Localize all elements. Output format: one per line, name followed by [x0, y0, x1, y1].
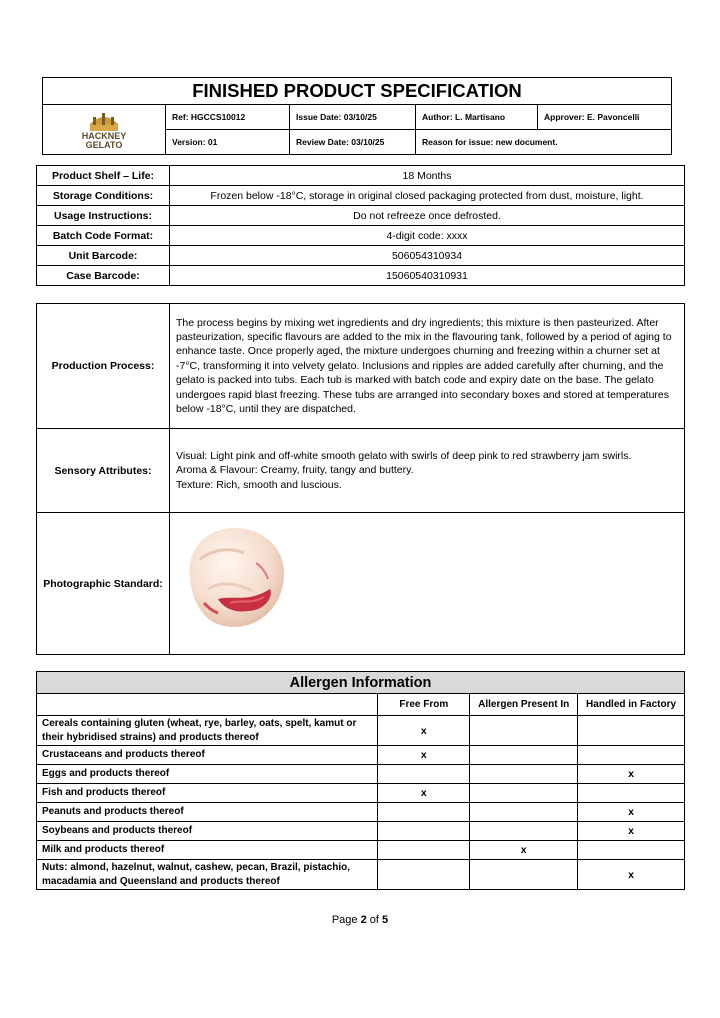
production-process-text: The process begins by mixing wet ingredients and dry ingredients; this mixture is then pasteurized. After pasteurization, specific flavours are added to the mix in the flavouring tank, followed by a period of aging to enhance taste. Once properly aged, the mixture undergoes churning and freezing within a churner set at -7°C, transforming it into velvety gelato. Inclusions and ripples are added carefully after churning, and the gelato is packed into tubs. Each tub is marked with batch code and expiry date on the base. The gelato undergoes rapid blast freezing. These tubs are arranged into secondary boxes and stored at temperatures below -18°C, until they are dispatched.	[170, 304, 685, 429]
sensory-attributes-cell	[170, 429, 685, 513]
production-process-label: Production Process:	[37, 304, 170, 429]
allergen-row	[37, 841, 685, 860]
present-mark	[470, 822, 578, 841]
allergen-row	[37, 746, 685, 765]
info-label: Case Barcode:	[37, 266, 170, 286]
col-free-from: Free From	[378, 694, 470, 716]
allergen-row	[37, 765, 685, 784]
present-mark	[470, 765, 578, 784]
free-from-mark	[378, 860, 470, 890]
page-word: Page	[331, 914, 358, 926]
present-mark	[470, 860, 578, 890]
sensory-texture: Texture: Rich, smooth and luscious.	[176, 478, 342, 491]
present-mark	[470, 803, 578, 822]
info-label: Batch Code Format:	[37, 226, 170, 246]
info-value: Do not refreeze once defrosted.	[170, 206, 685, 226]
free-from-mark	[378, 841, 470, 860]
info-row	[37, 206, 685, 226]
handled-mark	[578, 716, 685, 746]
info-label: Storage Conditions:	[37, 186, 170, 206]
page-total: 5	[382, 914, 389, 926]
handled-mark: x	[578, 803, 685, 822]
allergen-name: Soybeans and products thereof	[37, 822, 378, 841]
present-mark	[470, 784, 578, 803]
hackney-gelato-logo	[69, 105, 139, 149]
ref-cell: Ref: HGCCS10012	[166, 105, 290, 130]
col-handled-in-factory: Handled in Factory	[578, 694, 685, 716]
info-row	[37, 246, 685, 266]
info-value: 4-digit code: xxxx	[170, 226, 685, 246]
allergen-title: Allergen Information	[37, 672, 685, 694]
logo-text-line2: GELATO	[85, 140, 123, 149]
page-of: of	[369, 914, 379, 926]
info-label: Unit Barcode:	[37, 246, 170, 266]
handled-mark: x	[578, 822, 685, 841]
allergen-name: Cereals containing gluten (wheat, rye, barley, oats, spelt, kamut or their hybridised strains) and products thereof	[37, 716, 378, 746]
info-value: 18 Months	[170, 166, 685, 186]
document-title: FINISHED PRODUCT SPECIFICATION	[43, 78, 672, 105]
gelato-scoop-image	[178, 519, 293, 634]
allergen-name: Fish and products thereof	[37, 784, 378, 803]
sensory-attributes-label: Sensory Attributes:	[37, 429, 170, 513]
author-cell: Author: L. Martisano	[416, 105, 538, 130]
info-label: Product Shelf – Life:	[37, 166, 170, 186]
allergen-name: Eggs and products thereof	[37, 765, 378, 784]
info-row	[37, 166, 685, 186]
allergen-row	[37, 822, 685, 841]
info-row	[37, 226, 685, 246]
product-info-table	[36, 165, 685, 286]
allergen-row	[37, 784, 685, 803]
present-mark: x	[470, 841, 578, 860]
handled-mark: x	[578, 765, 685, 784]
sensory-visual: Visual: Light pink and off-white smooth gelato with swirls of deep pink to red strawberry jam swirls.	[176, 449, 632, 462]
allergen-name-header	[37, 694, 378, 716]
photographic-standard-cell	[170, 513, 685, 655]
info-value: 15060540310931	[170, 266, 685, 286]
issue-date-cell: Issue Date: 03/10/25	[290, 105, 416, 130]
info-value: Frozen below -18°C, storage in original closed packaging protected from dust, moisture, light.	[170, 186, 685, 206]
review-date-cell: Review Date: 03/10/25	[290, 130, 416, 155]
handled-mark	[578, 784, 685, 803]
page-number	[0, 914, 720, 926]
free-from-mark	[378, 803, 470, 822]
allergen-row	[37, 716, 685, 746]
logo-cell	[43, 105, 166, 155]
version-cell: Version: 01	[166, 130, 290, 155]
sensory-aroma: Aroma & Flavour: Creamy, fruity, tangy and buttery.	[176, 464, 414, 477]
page-current: 2	[360, 914, 367, 926]
allergen-table	[36, 671, 685, 890]
col-allergen-present: Allergen Present In	[470, 694, 578, 716]
info-row	[37, 186, 685, 206]
present-mark	[470, 716, 578, 746]
allergen-name: Peanuts and products thereof	[37, 803, 378, 822]
allergen-name: Nuts: almond, hazelnut, walnut, cashew, pecan, Brazil, pistachio, macadamia and Queensland and products thereof	[37, 860, 378, 890]
allergen-name: Crustaceans and products thereof	[37, 746, 378, 765]
reason-cell: Reason for issue: new document.	[416, 130, 672, 155]
photographic-standard-label: Photographic Standard:	[37, 513, 170, 655]
process-table	[36, 303, 685, 655]
approver-cell: Approver: E. Pavoncelli	[538, 105, 672, 130]
free-from-mark	[378, 822, 470, 841]
allergen-row	[37, 803, 685, 822]
free-from-mark: x	[378, 784, 470, 803]
allergen-name: Milk and products thereof	[37, 841, 378, 860]
logo-text-line1: HACKNEY	[81, 131, 127, 141]
handled-mark: x	[578, 860, 685, 890]
free-from-mark	[378, 765, 470, 784]
allergen-row	[37, 860, 685, 890]
header-table	[42, 77, 672, 155]
info-row	[37, 266, 685, 286]
free-from-mark: x	[378, 746, 470, 765]
free-from-mark: x	[378, 716, 470, 746]
present-mark	[470, 746, 578, 765]
handled-mark	[578, 841, 685, 860]
handled-mark	[578, 746, 685, 765]
info-label: Usage Instructions:	[37, 206, 170, 226]
info-value: 506054310934	[170, 246, 685, 266]
